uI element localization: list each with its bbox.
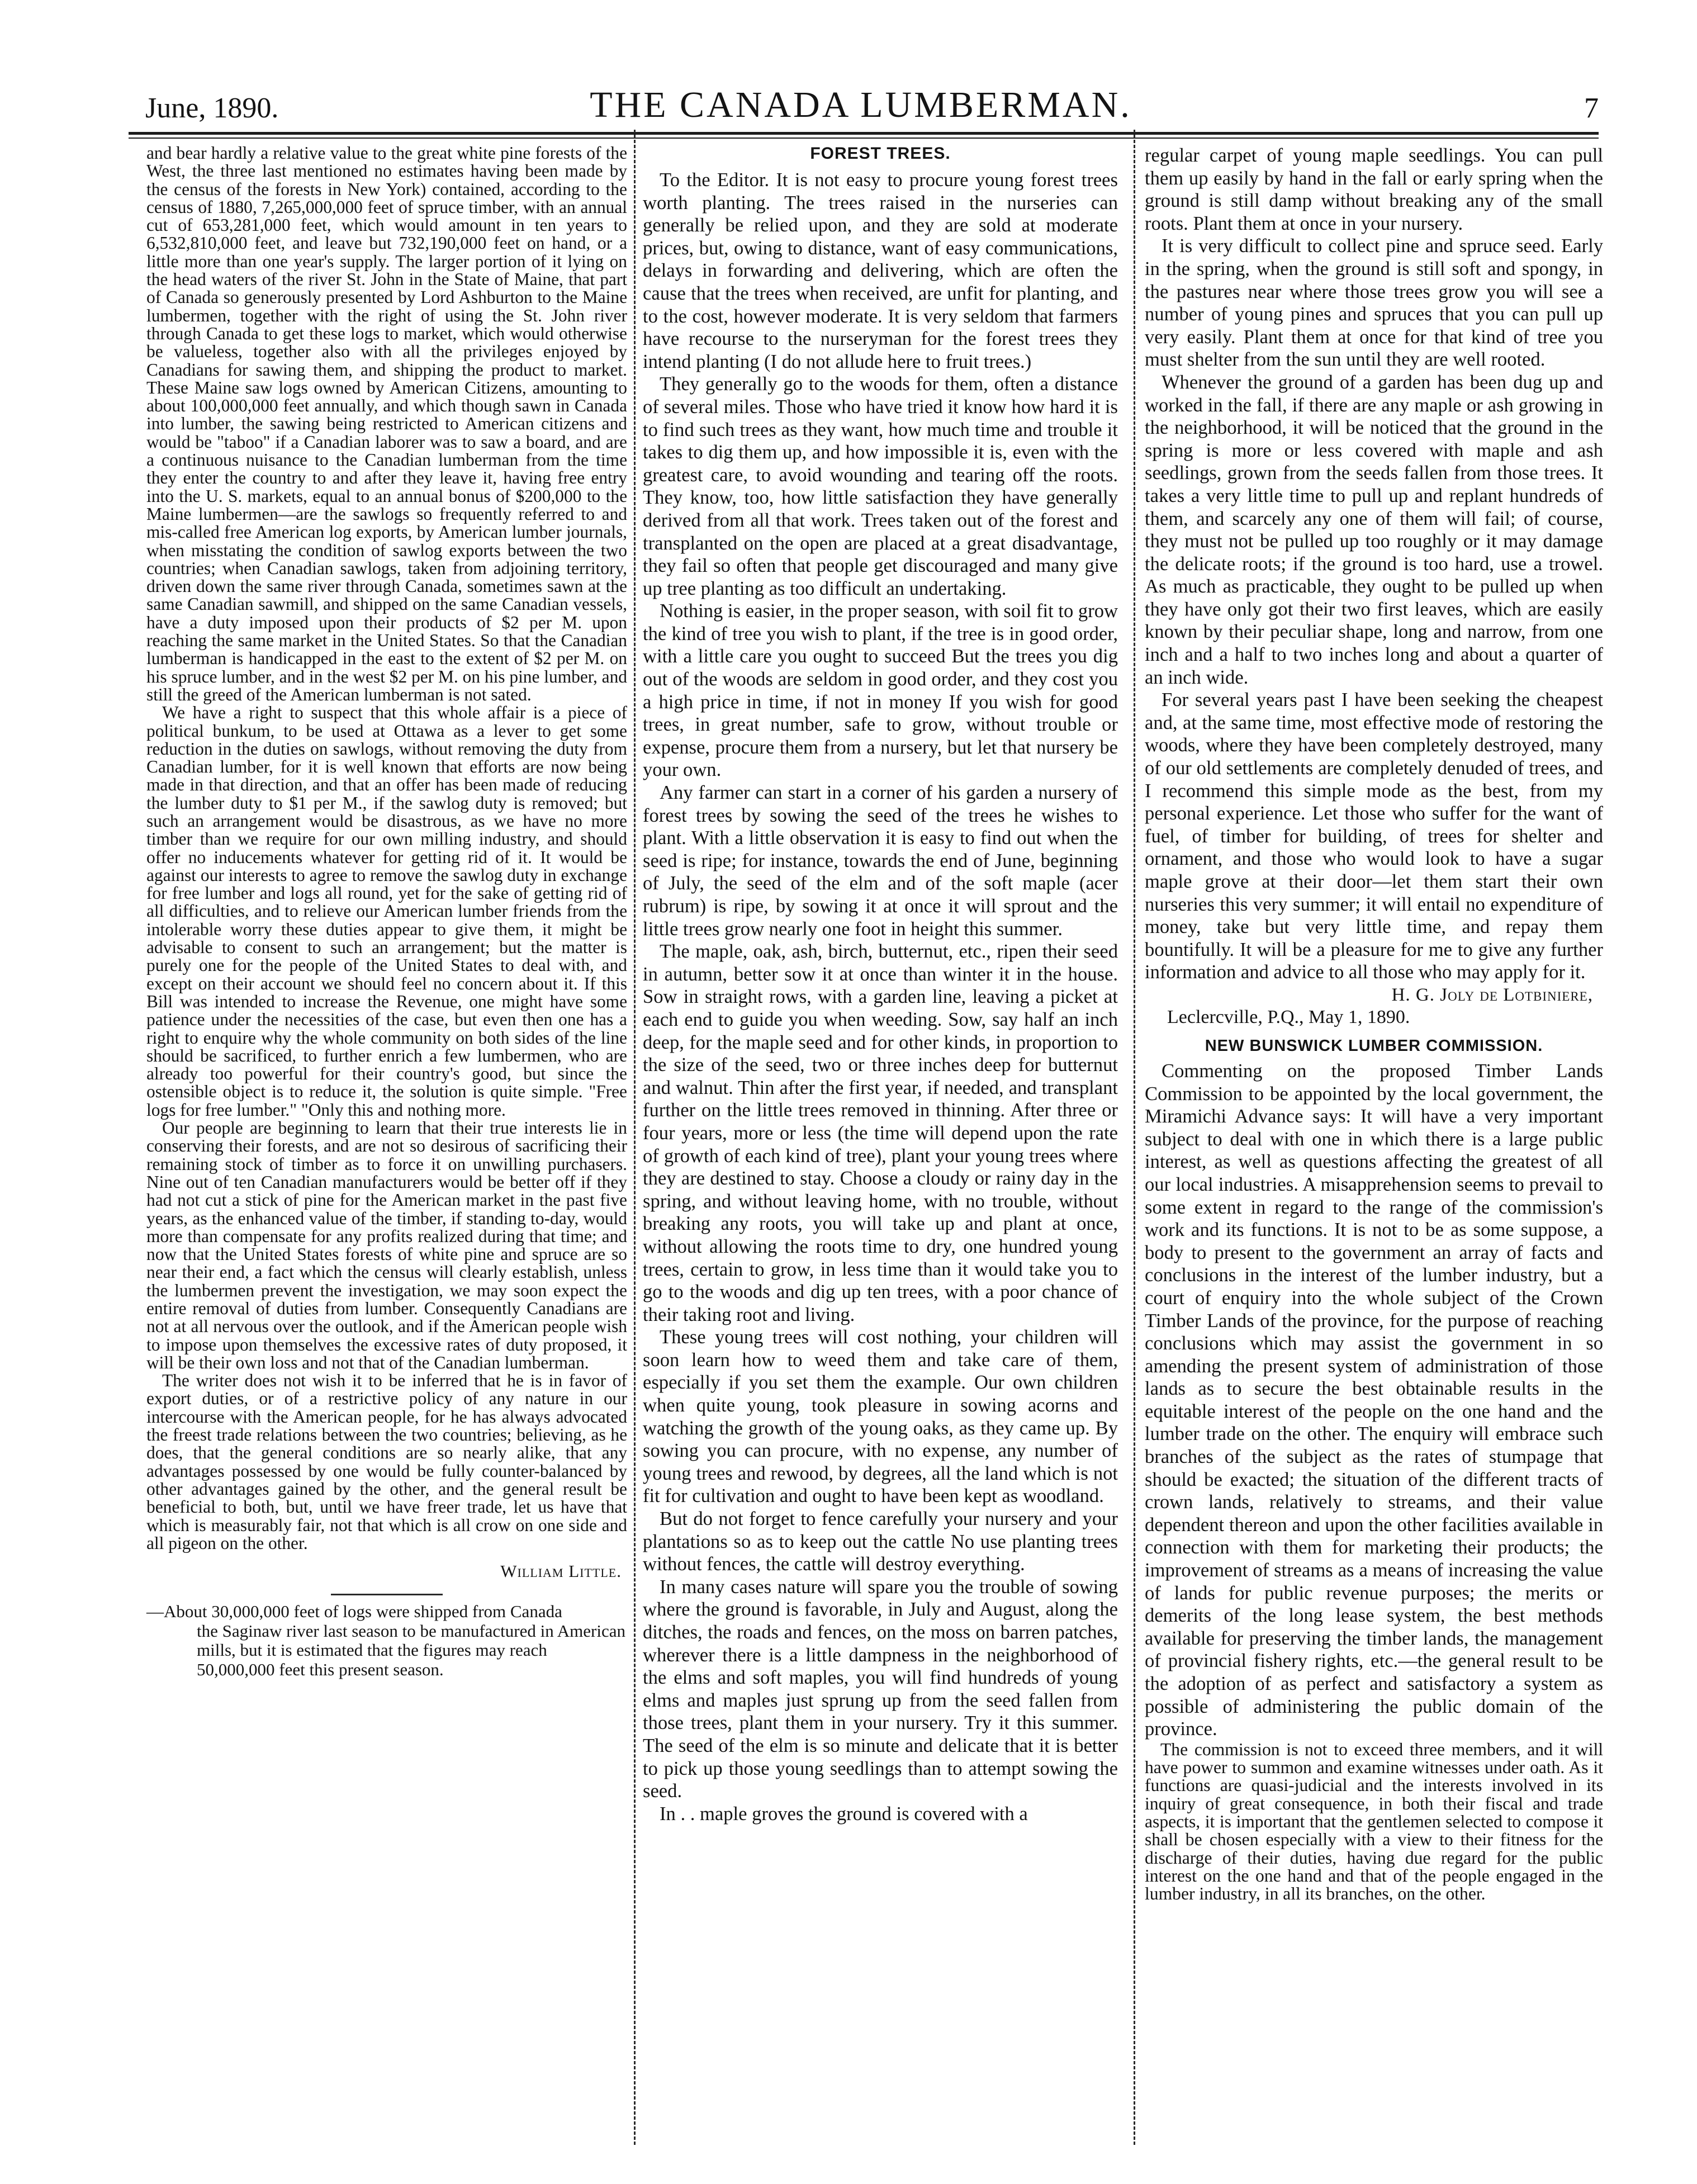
- header-rule-thin: [129, 138, 1599, 139]
- article-paragraph: Commenting on the proposed Timber Lands Commission to be appointed by the local government, the Miramichi Advance says: It will have a very important subject to deal with one in which there is a large public interest, as well as questions affecting the greatest of all our local industries. A misapprehension seems to prevail to some extent in regard to the range of the commission's work and its functions. It is not to be as some suppose, a body to present to the government an array of facts and conclusions in the interest of the lumber industry, but a court of enquiry into the whole subject of the Crown Timber Lands of the province, for the purpose of reaching conclusions which may assist the government in so amending the present system of administration of those lands as to secure the best obtainable results in the equitable interest of the people on the one hand and the lumber trade on the other. The enquiry will embrace such branches of the subject as the rates of stumpage that should be exacted; the situation of the different tracts of crown lands, relatively to streams, and their value dependent thereon and upon the other facilities available in connection with them for marketing their products; the improvement of streams as a means of increasing the value of lands for public revenue purposes; the merits or demerits of the long lease system, the best methods available for preserving the timber lands, the management of provincial fishery rights, etc.—the general result to be the adoption of as perfect and satisfactory a system as possible of administering the public domain of the province.: [1145, 1060, 1603, 1740]
- column-divider: [634, 130, 636, 2145]
- article-paragraph: It is very difficult to collect pine and spruce seed. Early in the spring, when the ground is still soft and spongy, in the pastures near where those trees grow you will see a number of young pines and spruces that you can pull up very easily. Plant them at once for that kind of tree you must shelter from the sun until they are well rooted.: [1145, 235, 1603, 371]
- article-paragraph: and bear hardly a relative value to the great white pine forests of the West, the three last mentioned no estimates having been made by the census of the forests in New York) contained, according to the census of 1880, 7,265,000,000 feet of spruce timber, with an annual cut of 653,281,000 feet, which would amount in ten years to 6,532,810,000 feet, and leave but 732,190,000 feet on hand, or a little more than one year's supply. The larger portion of it lying on the head waters of the river St. John in the State of Maine, that part of Canada so generously presented by Lord Ashburton to the Maine lumbermen, together with the right of using the St. John river through Canada to get these logs to market, which would otherwise be valueless, together also with all the privileges enjoyed by Canadians for sawing them, and shipping the product to market. These Maine saw logs owned by American Citizens, amounting to about 100,000,000 feet annually, and which though sawn in Canada into lumber, the sawing being restricted to American citizens and would be "taboo" if a Canadian laborer was to saw a board, and are a continuous nuisance to the Canadian lumberman from the time they enter the country to and after they leave it, having free entry into the U. S. markets, equal to an annual bonus of $200,000 to the Maine lumbermen—are the sawlogs so frequently referred to and mis-called free American log exports, by American lumber journals, when misstating the condition of sawlog exports between the two countries; when Canadian sawlogs, taken from adjoining territory, driven down the same river through Canada, sometimes sawn at the same Canadian sawmill, and shipped on the same Canadian vessels, have a duty imposed upon their products of $2 per M. upon reaching the same market in the United States. So that the Canadian lumberman is handicapped in the east to the extent of $2 per M. on his spruce lumber, and in the west $2 per M. on his pine lumber, and still the greed of the American lumberman is not sated.: [146, 143, 627, 704]
- column-divider: [1134, 130, 1135, 2145]
- news-note: [146, 1602, 627, 1679]
- news-note-line: —About 30,000,000 feet of logs were shipped from Canada: [146, 1602, 562, 1622]
- page-header: [123, 83, 1599, 132]
- column-right: [1145, 144, 1603, 1903]
- article-paragraph: They generally go to the woods for them, often a distance of several miles. Those who have tried it know how hard it is to find such trees as they want, how much time and trouble it takes to dig them up, and how impossible it is, even with the greatest care, to avoid wounding and tearing off the roots. They know, too, how little satisfaction they have generally derived from all that work. Trees taken out of the forest and transplanted on the open are placed at a great disadvantage, they fail so often that people get discouraged and many give up tree planting as too difficult an undertaking.: [643, 373, 1118, 599]
- article-paragraph: The maple, oak, ash, birch, butternut, etc., ripen their seed in autumn, better sow it at once than winter it in the house. Sow in straight rows, with a garden line, leaving a picket at each end to guide you when weeding. Sow, say half an inch deep, for the maple seed and for other kinds, in proportion to the size of the seed, two or three inches deep for butternut and walnut. Thin after the first year, if needed, and transplant further on the little trees removed in thinning. After three or four years, more or less (the time will depend upon the rate of growth of each kind of tree), plant your young trees where they are destined to stay. Choose a cloudy or rainy day in the spring, and without leaving home, with no trouble, without breaking any roots, you will take up and plant at once, without allowing the roots time to dry, one hundred young trees, certain to grow, in less time than it would take you to go to the woods and dig up ten trees, with a poor chance of their taking root and living.: [643, 941, 1118, 1325]
- article-paragraph: But do not forget to fence carefully your nursery and your plantations so as to keep out the cattle No use planting trees without fences, the cattle will destroy everything.: [643, 1508, 1118, 1575]
- masthead: THE CANADA LUMBERMAN.: [590, 84, 1132, 125]
- page-number: 7: [1584, 92, 1599, 124]
- article-paragraph: To the Editor. It is not easy to procure young forest trees worth planting. The trees raised in the nurseries can generally be relied upon, and they are sold at moderate prices, but, owing to distance, want of easy communications, delays in forwarding and delivering, which are often the cause that the trees when received, are unfit for planting, and to the cost, however moderate. It is very seldom that farmers have recourse to the nurseryman for the forest trees they intend planting (I do not allude here to fruit trees.): [643, 169, 1118, 372]
- article-paragraph: Nothing is easier, in the proper season, with soil fit to grow the kind of tree you wish to plant, if the tree is in good order, with a little care you ought to succeed But the trees you dig out of the woods are seldom in good order, and they cost you a high price in time, if not in money If you wish for good trees, in great number, safe to grow, without trouble or expense, procure them from a nursery, but let that nursery be your own.: [643, 600, 1118, 781]
- header-rule: [129, 132, 1599, 135]
- column-middle: [643, 144, 1118, 1825]
- article-paragraph: Any farmer can start in a corner of his garden a nursery of forest trees by sowing the seed of the trees he wishes to plant. With a little observation it is easy to find out when the seed is ripe; for instance, towards the end of June, beginning of July, the seed of the elm and of the soft maple (acer rubrum) is ripe, by sowing it at once it will sprout and the little trees grow nearly one foot in height this summer.: [643, 782, 1118, 940]
- article-paragraph: In many cases nature will spare you the trouble of sowing where the ground is favorable, in July and August, along the ditches, the roads and fences, on the moss on barren patches, wherever there is a little dampness in the neighborhood of the elms and soft maples, you will find hundreds of young elms and maples just sprung up from the seed fallen from those trees, plant them in your nursery. Try it this summer. The seed of the elm is so minute and delicate that it is better to pick up those young seedlings than to attempt sowing the seed.: [643, 1576, 1118, 1802]
- article-paragraph: The commission is not to exceed three members, and it will have power to summon and examine witnesses under oath. As it functions are quasi-judicial and the interests involved in its inquiry of great consequence, in both their fiscal and trade aspects, it is important that the gentlemen selected to compose it shall be chosen especially with a view to their fitness for the discharge of their duties, having due regard for the public interest on the one hand and that of the people engaged in the lumber industry, in all its branches, on the other.: [1145, 1739, 1603, 1904]
- article-paragraph: Our people are beginning to learn that their true interests lie in conserving their forests, and are not so desirous of sacrificing their remaining stock of timber as to force it on unwilling purchasers. Nine out of ten Canadian manufacturers would be better off if they had not cut a stick of pine for the American market in the past five years, as the enhanced value of the timber, if standing to-day, would more than compensate for any profits realized during that time; and now that the United States forests of white pine and spruce are so near their end, a fact which the census will clearly establish, unless the lumbermen prevent the investigation, we may soon expect the entire removal of duties from lumber. Consequently Canadians are not at all nervous over the outlook, and if the American people wish to impose upon themselves the excessive rates of duty proposed, it will be their own loss and not that of the Canadian lumberman.: [146, 1118, 627, 1372]
- separator-rule: [331, 1594, 443, 1595]
- issue-date: June, 1890.: [145, 92, 279, 124]
- dateline: Leclercville, P.Q., May 1, 1890.: [1167, 1006, 1410, 1027]
- author-signature: William Little.: [500, 1561, 622, 1581]
- news-note-line: the Saginaw river last season to be manufactured in American mills, but it is estimated that the figures may reach 50,000,000 feet this present season.: [197, 1621, 625, 1679]
- article-paragraph: The writer does not wish it to be inferred that he is in favor of export duties, or of a restrictive policy of any nature in our intercourse with the American people, for he has always advocated the freest trade relations between the two countries; believing, as he does, that the general conditions are so nearly alike, that any advantages possessed by one would be fully counter-balanced by other advantages gained by the other, and the general result be beneficial to both, but, until we have freer trade, let us have that which is measurably fair, not that which is all crow on one side and all pigeon on the other.: [146, 1371, 627, 1553]
- article-paragraph: These young trees will cost nothing, your children will soon learn how to weed them and take care of them, especially if you set them the example. Our own children when quite young, took pleasure in sowing acorns and watching the growth of the young oaks, as they came up. By sowing you can procure, with no expense, any number of young trees and rewood, by degrees, all the land which is not fit for cultivation and ought to have been kept as woodland.: [643, 1326, 1118, 1507]
- column-left: [146, 144, 627, 1680]
- article-title: NEW BUNSWICK LUMBER COMMISSION.: [1205, 1036, 1543, 1055]
- author-signature: H. G. Joly de Lotbiniere,: [1391, 984, 1593, 1005]
- article-paragraph: For several years past I have been seeking the cheapest and, at the same time, most effective mode of restoring the woods, where they have been completely destroyed, many of our old settlements are completely denuded of trees, and I recommend this simple mode as the best, from my personal experience. Let those who suffer for the want of fuel, of timber for building, of trees for shelter and ornament, and those who would look to have a sugar maple grove at their door—let them start their own nurseries this very summer; it will entail no expenditure of money, take but very little time, and repay them bountifully. It will be a pleasure for me to give any further information and advice to all those who may apply for it.: [1145, 689, 1603, 983]
- article-paragraph: We have a right to suspect that this whole affair is a piece of political bunkum, to be used at Ottawa as a lever to get some reduction in the duties on sawlogs, without removing the duty from Canadian lumber, for it is well known that efforts are now being made in that direction, and that an offer has been made of reducing the lumber duty to $1 per M., if the sawlog duty is removed; but such an arrangement would be disastrous, as we have no more timber than we require for our own milling industry, and should offer no inducements whatever for getting rid of it. It would be against our interests to agree to remove the sawlog duty in exchange for free lumber and logs all round, yet for the sake of getting rid of all difficulties, and to relieve our American lumber friends from the intolerable worry these duties appear to give them, it might be advisable to consent to such an arrangement; but the matter is purely one for the people of the United States to deal with, and except on their account we should feel no concern about it. If this Bill was intended to increase the Revenue, one might have some patience under the necessities of the case, but even then one has a right to enquire why the whole community on both sides of the line should be sacrificed, to further enrich a few lumbermen, who are already too powerful for their country's good, but since the ostensible object is to reduce it, the solution is quite simple. "Free logs for free lumber." "Only this and nothing more.: [146, 703, 627, 1120]
- article-paragraph: regular carpet of young maple seedlings. You can pull them up easily by hand in the fall or early spring when the ground is still damp without breaking any of the small roots. Plant them at once in your nursery.: [1145, 145, 1603, 234]
- article-paragraph: In . . maple groves the ground is covered with a: [660, 1803, 1028, 1825]
- article-title: FOREST TREES.: [810, 144, 951, 163]
- article-paragraph: Whenever the ground of a garden has been dug up and worked in the fall, if there are any maple or ash growing in the neighborhood, it will be noticed that the ground in the spring is more or less covered with maple and ash seedlings, grown from the seeds fallen from those trees. It takes a very little time to pull up and replant hundreds of them, and scarcely any one of them will fail; of course, they must not be pulled up too roughly or it may damage the delicate roots; if the ground is too hard, use a trowel. As much as practicable, they ought to be pulled up when they have only got their two first leaves, which are easily known by their peculiar shape, long and narrow, from one inch and a half to two inches long and about a quarter of an inch wide.: [1145, 371, 1603, 688]
